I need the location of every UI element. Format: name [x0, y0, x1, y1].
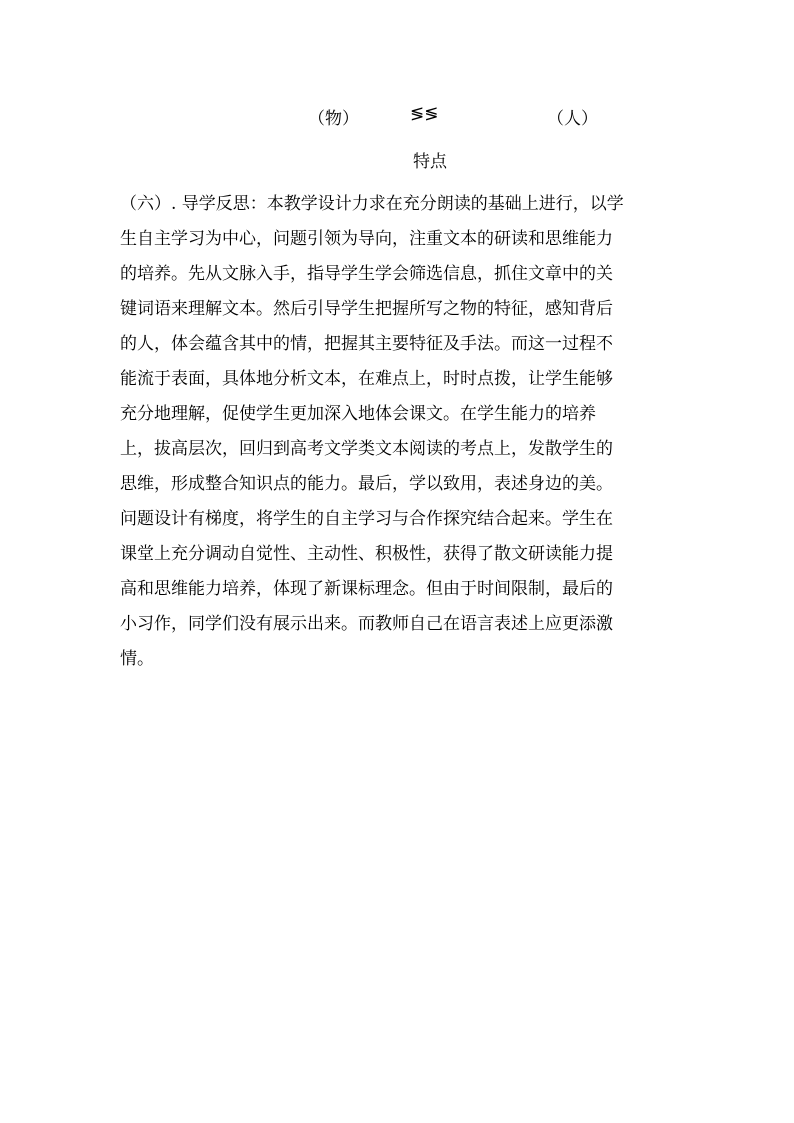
paragraph-line: 键词语来理解文本。然后引导学生把握所写之物的特征，感知背后	[120, 299, 613, 319]
paragraph-line: 问题设计有梯度，将学生的自主学习与合作探究结合起来。学生在	[120, 509, 613, 529]
paragraph-line: （六）. 导学反思：本教学设计力求在充分朗读的基础上进行，以学	[120, 194, 624, 214]
paragraph-line: 情。	[120, 649, 154, 669]
label-object: （物）	[308, 109, 359, 129]
label-person: （人）	[547, 109, 598, 129]
paragraph-line: 高和思维能力培养，体现了新课标理念。但由于时间限制，最后的	[120, 579, 613, 599]
paragraph-line: 充分地理解，促使学生更加深入地体会课文。在学生能力的培养	[120, 404, 596, 424]
relation-diagram	[0, 104, 794, 132]
paragraph-line: 小习作，同学们没有展示出来。而教师自己在语言表述上应更添激	[120, 614, 613, 634]
paragraph-line: 思维，形成整合知识点的能力。最后，学以致用，表述身边的美。	[120, 474, 613, 494]
paragraph-line: 的人，体会蕴含其中的情，把握其主要特征及手法。而这一过程不	[120, 334, 613, 354]
feature-label: 特点	[413, 152, 447, 172]
paragraph-line: 能流于表面，具体地分析文本，在难点上，时时点拨，让学生能够	[120, 369, 613, 389]
paragraph-line: 课堂上充分调动自觉性、主动性、积极性，获得了散文研读能力提	[120, 544, 613, 564]
double-arrow-icon: ≶≶	[410, 104, 439, 124]
paragraph-line: 上，拔高层次，回归到高考文学类文本阅读的考点上，发散学生的	[120, 439, 613, 459]
paragraph-line: 生自主学习为中心，问题引领为导向，注重文本的研读和思维能力	[120, 229, 613, 249]
reflection-paragraph	[120, 187, 680, 677]
paragraph-line: 的培养。先从文脉入手，指导学生学会筛选信息，抓住文章中的关	[120, 264, 613, 284]
